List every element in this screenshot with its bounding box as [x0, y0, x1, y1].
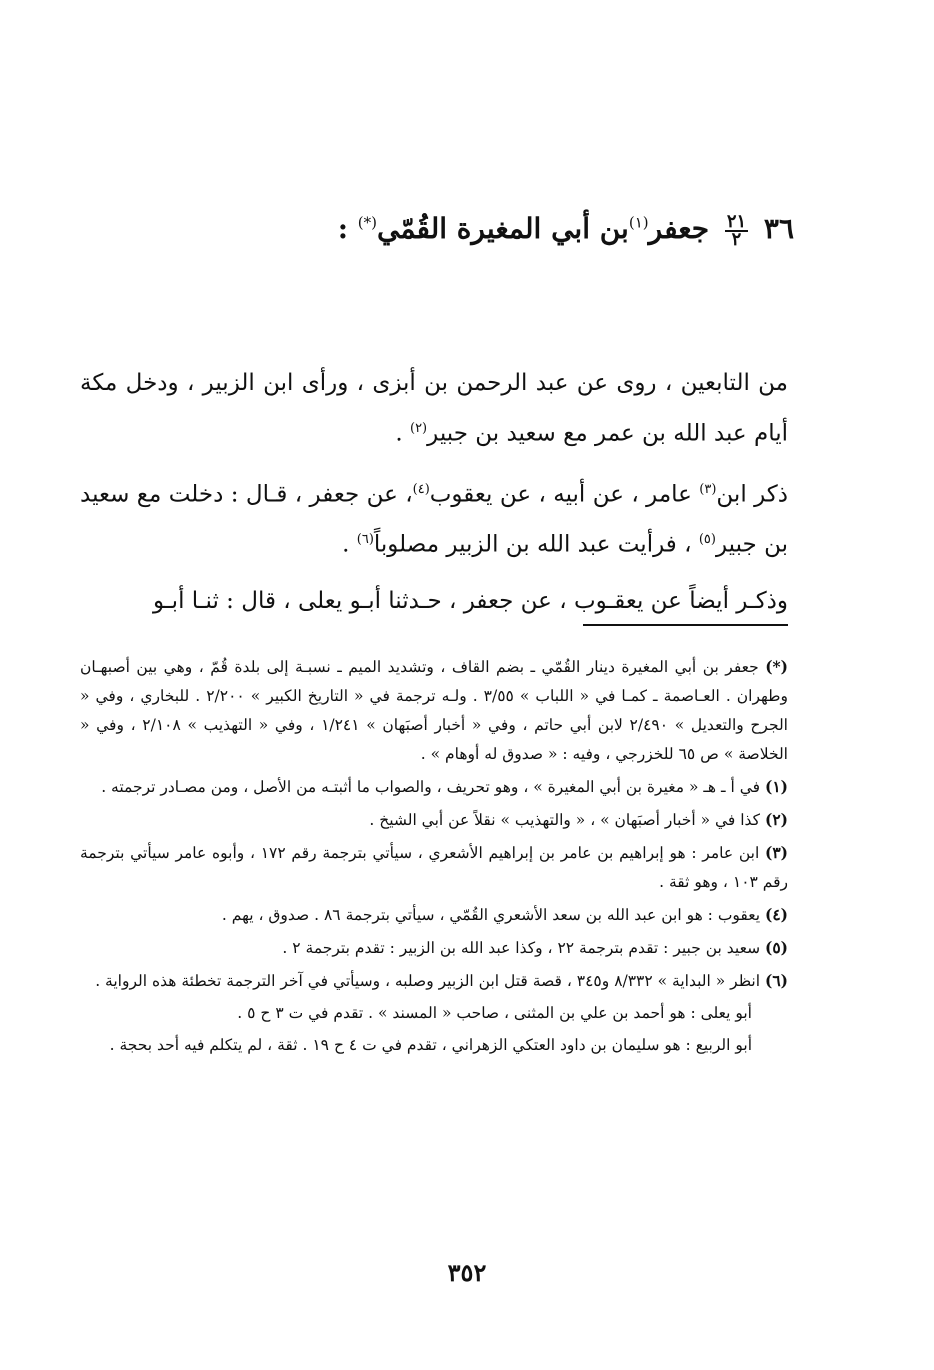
footnote-mark: (٥) [764, 938, 788, 957]
footnote-separator [583, 624, 788, 626]
footnote-3 [80, 838, 788, 897]
fraction-bottom: ٢ [731, 228, 742, 250]
footnote-5 [80, 933, 788, 963]
paragraph-1-text: من التابعين ، روى عن عبد الرحمن بن أبزى ، ورأى ابن الزبير ، ودخل مكة أيام عبد الله بن عمر مع سعيد بن جبير [80, 370, 788, 447]
heading-footnote-ref-star: (*) [357, 213, 378, 232]
footnote-mark: (٢) [764, 810, 788, 829]
footnote-text: يعقوب : هو ابن عبد الله بن سعد الأشعري القُمّي ، سيأتي بترجمة ٨٦ . صدوق ، يهم . [221, 906, 765, 924]
footnote-text: انظر « البداية » ٨/٣٣٢ و٣٤٥ ، قصة قتل ابن الزبير وصلبه ، وسيأتي في آخر الترجمة تخطئة هذه الرواية . [95, 972, 765, 990]
paragraph-3: وذكـر أيضاً عن يعقـوب ، عن جعفر ، حـدثنا أبـو يعلى ، قال : ثنـا أبـو [153, 587, 788, 614]
paragraph-1-end: . [395, 420, 410, 447]
heading-footnote-ref-1: (١) [628, 213, 649, 232]
main-text [80, 360, 788, 634]
footnote-text: كذا في « أخبار أصبَهان » ، « والتهذيب » نقلاً عن أبي الشيخ . [369, 811, 765, 829]
footnote-ref-6: (٦) [356, 532, 374, 548]
fraction-top: ٢١ [726, 210, 747, 232]
heading-colon: : [337, 212, 349, 245]
footnote-4 [80, 900, 788, 930]
footnote-ref-2: (٢) [409, 421, 428, 436]
footnote-mark: (٣) [765, 843, 789, 862]
subnote-abu-rabi: أبو الربيع : هو سليمان بن داود العتكي الزهراني ، تقدم في ت ٤ ح ١٩ . ثقة ، لم يتكلم فيه أحد بحجة . [109, 1036, 752, 1054]
footnote-ref-4: (٤) [412, 481, 430, 497]
footnote-text: في أ ـ هـ « مغيرة بن أبي المغيرة » ، وهو تحريف ، والصواب ما أثبتـه من الأصل ، ومن مصـادر ترجمته . [101, 778, 765, 796]
footnote-1 [80, 772, 788, 802]
paragraph-2-part-c: ، عن جعفر ، قـال : دخلت مع سعيد بن جبير [80, 481, 788, 558]
paragraph-2-end: . [342, 531, 357, 558]
paragraph-2-part-a: ذكر ابن [716, 481, 788, 508]
entry-number: ٣٦ [763, 212, 794, 245]
subnote-abu-yala: أبو يعلى : هو أحمد بن علي بن المثنى ، صاحب « المسند » . تقدم في ت ٣ ح ٥ . [237, 1004, 752, 1022]
heading-name-part2: بن أبي المغيرة القُمّي [377, 212, 629, 245]
footnote-mark: (٦) [764, 971, 788, 990]
footnote-ref-3: (٣) [699, 481, 717, 497]
footnote-mark: (*) [765, 657, 788, 676]
footnotes [80, 652, 788, 1063]
paragraph-2-part-b: عامر ، عن أبيه ، عن يعقوب [429, 481, 700, 508]
footnote-mark: (١) [764, 777, 788, 796]
heading-name-part1: جعفر [648, 212, 710, 245]
footnote-6 [80, 966, 788, 996]
page-number: ٣٥٢ [447, 1258, 487, 1287]
footnote-ref-5: (٥) [698, 532, 716, 548]
footnote-2 [80, 805, 788, 835]
entry-heading [94, 212, 794, 248]
paragraph-2-part-d: ، فرأيت عبد الله بن الزبير مصلوباً [373, 531, 699, 558]
entry-fraction [725, 210, 748, 250]
footnote-text: سعيد بن جبير : تقدم بترجمة ٢٢ ، وكذا عبد الله بن الزبير : تقدم بترجمة ٢ . [282, 939, 765, 957]
footnote-mark: (٤) [764, 905, 788, 924]
paragraph-1 [80, 360, 788, 457]
footnote-text: جعفر بن أبي المغيرة دينار القُمّي ـ بضم القاف ، وتشديد الميم ـ نسبـة إلى بلدة قُمّ ، وهي بين أصبهـان وطهران . العـاصمة ـ كمـا في « اللباب » ٣/٥٥ . ولـه ترجمة في « التاريخ الكبير » ٢/٢٠٠ . للبخاري ، وفي « الجرح والتعديل » ٢/٤٩٠ لابن أبي حاتم ، وفي « أخبار أصبَهان » ١/٢٤١ ، وفي « التهذيب » ٢/١٠٨ ، وفي « الخلاصة » ص ٦٥ للخزرجي ، وفيه : « صدوق له أوهام » . [80, 658, 788, 763]
footnote-text: ابن عامر : هو إبراهيم بن عامر بن إبراهيم الأشعري ، سيأتي بترجمة رقم ١٧٢ ، وأبوه عامر سيأتي بترجمة رقم ١٠٣ ، وهو ثقة . [80, 844, 788, 891]
footnote-star [80, 652, 788, 769]
paragraph-2 [80, 467, 788, 568]
